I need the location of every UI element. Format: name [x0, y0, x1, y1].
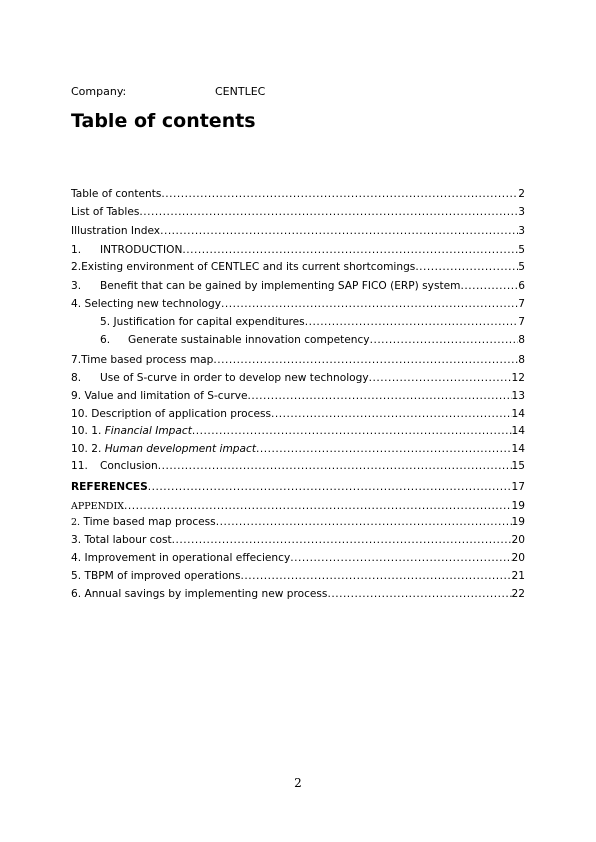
toc-entry[interactable]	[71, 443, 525, 459]
toc-entry[interactable]	[71, 481, 525, 497]
toc-entry-page: 19	[511, 516, 525, 528]
toc-entry[interactable]	[71, 588, 525, 604]
toc-entry-text: REFERENCES	[71, 481, 148, 493]
toc-entry-page: 5	[518, 261, 525, 273]
toc-entry[interactable]	[71, 372, 525, 388]
company-line	[71, 85, 265, 98]
toc-entry-text: Financial Impact	[104, 425, 192, 437]
toc-entry-text: 5. TBPM of improved operations	[71, 570, 241, 582]
toc-entry-text: INTRODUCTION	[100, 244, 183, 256]
toc-entry-page: 14	[511, 443, 525, 455]
toc-entry[interactable]	[71, 261, 525, 277]
toc-entry-number: 10. 2.	[71, 443, 102, 455]
toc-entry-text: 3. Total labour cost	[71, 534, 172, 546]
toc-entry-text: APPENDIX	[71, 501, 125, 512]
toc-entry-text: Use of S-curve in order to develop new technology	[100, 372, 369, 384]
toc-entry[interactable]	[71, 534, 525, 550]
toc-entry[interactable]	[71, 298, 525, 314]
toc-entry-text: 10. Description of application process	[71, 408, 272, 420]
toc-entry[interactable]	[71, 354, 525, 370]
toc-entry-page: 7	[518, 316, 525, 328]
toc-entry[interactable]	[100, 316, 525, 332]
toc-entry-page: 20	[511, 534, 525, 546]
toc-entry-text: 6. Annual savings by implementing new process	[71, 588, 328, 600]
toc-entry-number: 11.	[71, 460, 88, 472]
toc-entry[interactable]	[71, 390, 525, 406]
toc-entry-number: 10. 1.	[71, 425, 102, 437]
toc-entry[interactable]	[100, 334, 525, 350]
toc-entry-number: 3.	[71, 280, 82, 292]
toc-entry-text: List of Tables	[71, 206, 140, 218]
toc-entry-text: Benefit that can be gained by implementing SAP FICO (ERP) system	[100, 280, 461, 292]
toc-entry-text: 4. Improvement in operational effeciency	[71, 552, 291, 564]
toc-entry-page: 15	[511, 460, 525, 472]
toc-entry-number: 2.	[71, 517, 81, 528]
toc-entry-page: 12	[511, 372, 525, 384]
toc-entry-text: Generate sustainable innovation competency	[128, 334, 370, 346]
toc-entry-page: 8	[518, 334, 525, 346]
company-label: Company:	[71, 85, 127, 98]
toc-entry-page: 19	[511, 500, 525, 512]
toc-entry-page: 7	[518, 298, 525, 310]
toc-entry-page: 14	[511, 425, 525, 437]
toc-entry-text: 5. Justification for capital expenditures	[100, 316, 305, 328]
toc-entry-text: Time based map process	[83, 516, 216, 528]
toc-entry-text: 4. Selecting new technology	[71, 298, 221, 310]
toc-entry[interactable]	[71, 188, 525, 204]
toc-entry-page: 5	[518, 244, 525, 256]
company-name: CENTLEC	[215, 85, 266, 98]
toc-entry-text: 7.Time based process map	[71, 354, 214, 366]
toc-entry-number: 8.	[71, 372, 82, 384]
toc-entry[interactable]	[71, 460, 525, 476]
toc-entry-page: 8	[518, 354, 525, 366]
toc-entry-page: 3	[518, 225, 525, 237]
toc-entry-number: 6.	[100, 334, 111, 346]
toc-entry-text: Human development impact	[104, 443, 256, 455]
toc-entry-page: 2	[518, 188, 525, 200]
toc-entry-page: 22	[511, 588, 525, 600]
toc-entry-text: Illustration Index	[71, 225, 161, 237]
toc-entry-page: 20	[511, 552, 525, 564]
toc-entry-number: 1.	[71, 244, 82, 256]
toc-entry-text: 9. Value and limitation of S-curve	[71, 390, 248, 402]
toc-entry-page: 3	[518, 206, 525, 218]
toc-entry[interactable]	[71, 516, 525, 532]
toc-entry[interactable]	[71, 206, 525, 222]
toc-entry[interactable]	[71, 570, 525, 586]
toc-entry-text: Table of contents	[71, 188, 162, 200]
toc-entry-page: 17	[511, 481, 525, 493]
page-title: Table of contents	[71, 110, 256, 132]
page-number: 2	[294, 776, 302, 790]
toc-entry-page: 6	[518, 280, 525, 292]
toc-entry[interactable]	[71, 280, 525, 296]
toc-entry[interactable]	[71, 500, 525, 516]
toc-entry-text: Conclusion	[100, 460, 158, 472]
toc-entry[interactable]	[71, 552, 525, 568]
toc-entry-text: 2.Existing environment of CENTLEC and its current shortcomings	[71, 261, 416, 273]
toc-entry[interactable]	[71, 408, 525, 424]
toc-entry[interactable]	[71, 425, 525, 441]
toc-entry[interactable]	[71, 244, 525, 260]
toc-entry-page: 21	[511, 570, 525, 582]
toc-entry-page: 13	[511, 390, 525, 402]
toc-entry-page: 14	[511, 408, 525, 420]
toc-entry[interactable]	[71, 225, 525, 241]
